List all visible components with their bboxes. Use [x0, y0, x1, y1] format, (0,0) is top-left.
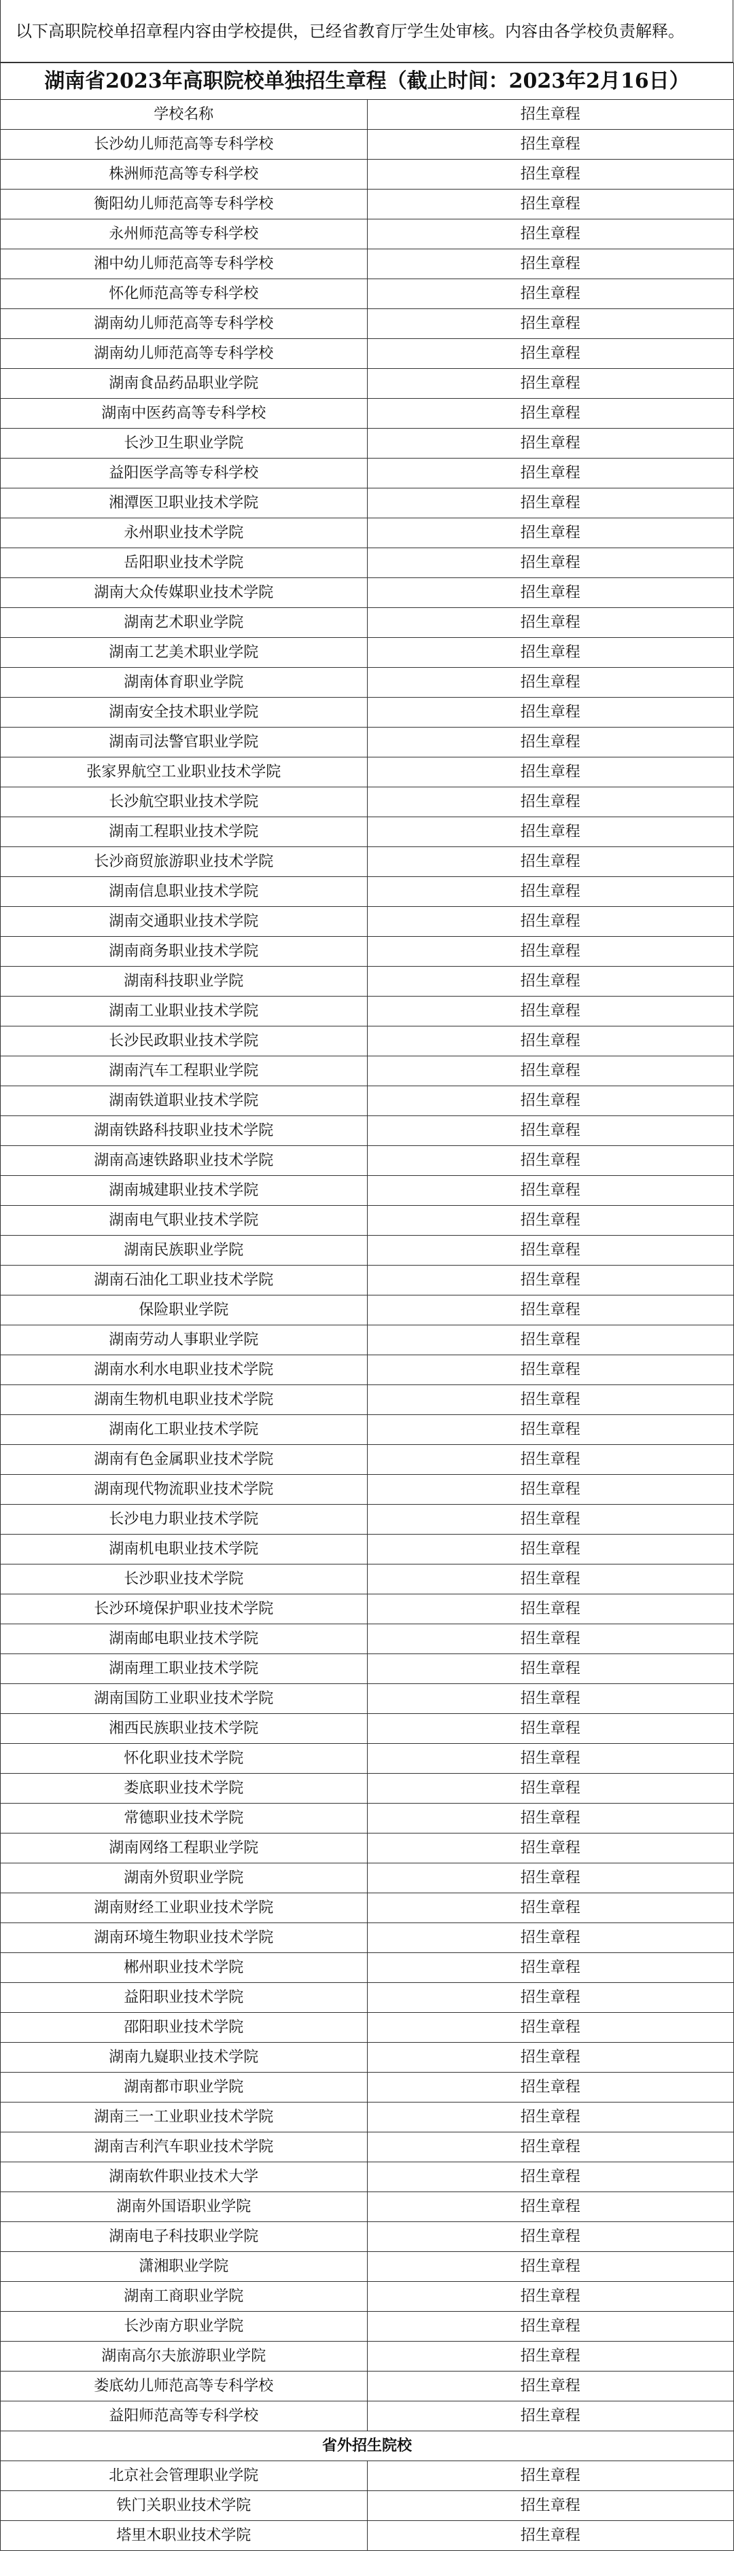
section-title: 省外招生院校: [1, 2431, 734, 2461]
table-row: [1, 967, 734, 997]
brochure-link[interactable]: 招生章程: [367, 488, 734, 518]
brochure-link[interactable]: 招生章程: [367, 578, 734, 608]
school-name: 长沙南方职业学院: [1, 2312, 368, 2342]
brochure-link[interactable]: 招生章程: [367, 997, 734, 1026]
brochure-link[interactable]: 招生章程: [367, 1266, 734, 1295]
brochure-link[interactable]: 招生章程: [367, 309, 734, 339]
table-row: [1, 2132, 734, 2162]
brochure-link[interactable]: 招生章程: [367, 817, 734, 847]
school-name: 益阳职业技术学院: [1, 1983, 368, 2013]
school-name: 湖南外国语职业学院: [1, 2192, 368, 2222]
school-name: 湖南中医药高等专科学校: [1, 399, 368, 429]
table-row: [1, 1535, 734, 1564]
table-row: [1, 728, 734, 757]
brochure-link[interactable]: 招生章程: [367, 1176, 734, 1206]
table-row: [1, 2312, 734, 2342]
school-name: 湖南三一工业职业技术学院: [1, 2103, 368, 2132]
brochure-link[interactable]: 招生章程: [367, 518, 734, 548]
school-name: 湖南吉利汽车职业技术学院: [1, 2132, 368, 2162]
brochure-link[interactable]: 招生章程: [367, 1086, 734, 1116]
school-name: 湖南安全技术职业学院: [1, 698, 368, 728]
school-name: 长沙卫生职业学院: [1, 429, 368, 459]
brochure-link[interactable]: 招生章程: [367, 847, 734, 877]
table-row: [1, 2342, 734, 2372]
table-row: [1, 1295, 734, 1325]
table-row: [1, 2252, 734, 2282]
school-name: 常德职业技术学院: [1, 1804, 368, 1833]
table-row: [1, 1176, 734, 1206]
brochure-link[interactable]: 招生章程: [367, 1684, 734, 1714]
table-row: [1, 2222, 734, 2252]
school-name: 湖南软件职业技术大学: [1, 2162, 368, 2192]
brochure-link[interactable]: 招生章程: [367, 1714, 734, 1744]
school-name: 湘潭医卫职业技术学院: [1, 488, 368, 518]
brochure-link[interactable]: 招生章程: [367, 1445, 734, 1475]
brochure-link[interactable]: 招生章程: [367, 787, 734, 817]
school-name: 长沙环境保护职业技术学院: [1, 1594, 368, 1624]
school-name: 湖南工商职业学院: [1, 2282, 368, 2312]
school-name: 湖南交通职业技术学院: [1, 907, 368, 937]
brochure-link[interactable]: 招生章程: [367, 757, 734, 787]
section-row: [1, 2431, 734, 2461]
table-row: [1, 1953, 734, 1983]
table-row: [1, 1564, 734, 1594]
table-row: [1, 1146, 734, 1176]
table-row: [1, 1983, 734, 2013]
brochure-link[interactable]: 招生章程: [367, 1953, 734, 1983]
table-row: [1, 339, 734, 369]
school-name: 怀化师范高等专科学校: [1, 279, 368, 309]
brochure-link[interactable]: 招生章程: [367, 1564, 734, 1594]
brochure-link[interactable]: 招生章程: [367, 279, 734, 309]
table-row: [1, 1624, 734, 1654]
brochure-link[interactable]: 招生章程: [367, 2312, 734, 2342]
school-name: 株洲师范高等专科学校: [1, 160, 368, 190]
brochure-link[interactable]: 招生章程: [367, 190, 734, 219]
brochure-link[interactable]: 招生章程: [367, 369, 734, 399]
brochure-link[interactable]: 招生章程: [367, 2282, 734, 2312]
brochure-link[interactable]: 招生章程: [367, 1146, 734, 1176]
brochure-link[interactable]: 招生章程: [367, 1624, 734, 1654]
brochure-link[interactable]: 招生章程: [367, 1415, 734, 1445]
table-row: [1, 160, 734, 190]
brochure-link[interactable]: 招生章程: [367, 668, 734, 698]
school-name: 益阳医学高等专科学校: [1, 459, 368, 488]
school-name: 湖南财经工业职业技术学院: [1, 1893, 368, 1923]
school-name: 湖南劳动人事职业学院: [1, 1325, 368, 1355]
brochure-link[interactable]: 招生章程: [367, 1325, 734, 1355]
school-name: 湖南化工职业技术学院: [1, 1415, 368, 1445]
school-name: 保险职业学院: [1, 1295, 368, 1325]
table-row: [1, 130, 734, 160]
school-name: 湖南外贸职业学院: [1, 1863, 368, 1893]
brochure-link[interactable]: 招生章程: [367, 2222, 734, 2252]
table-row: [1, 2491, 734, 2521]
school-name: 湖南大众传媒职业技术学院: [1, 578, 368, 608]
school-name: 湘中幼儿师范高等专科学校: [1, 249, 368, 279]
school-name: 衡阳幼儿师范高等专科学校: [1, 190, 368, 219]
table-row: [1, 578, 734, 608]
brochure-link[interactable]: 招生章程: [367, 1026, 734, 1056]
school-name: 永州职业技术学院: [1, 518, 368, 548]
table-row: [1, 279, 734, 309]
table-row: [1, 399, 734, 429]
table-row: [1, 608, 734, 638]
table-row: [1, 1505, 734, 1535]
table-row: [1, 2372, 734, 2401]
table-title: 湖南省2023年高职院校单独招生章程（截止时间：2023年2月16日）: [1, 63, 734, 100]
table-row: [1, 698, 734, 728]
table-row: [1, 459, 734, 488]
school-name: 湖南高速铁路职业技术学院: [1, 1146, 368, 1176]
school-name: 湖南汽车工程职业学院: [1, 1056, 368, 1086]
school-name: 邵阳职业技术学院: [1, 2013, 368, 2043]
table-row: [1, 1086, 734, 1116]
school-name: 湖南幼儿师范高等专科学校: [1, 309, 368, 339]
school-name: 潇湘职业学院: [1, 2252, 368, 2282]
school-name: 湖南生物机电职业技术学院: [1, 1385, 368, 1415]
brochure-link[interactable]: 招生章程: [367, 219, 734, 249]
table-row: [1, 817, 734, 847]
brochure-link[interactable]: 招生章程: [367, 459, 734, 488]
table-row: [1, 1325, 734, 1355]
brochure-link[interactable]: 招生章程: [367, 1535, 734, 1564]
brochure-link[interactable]: 招生章程: [367, 907, 734, 937]
school-name: 湖南都市职业学院: [1, 2073, 368, 2103]
table-row: [1, 1475, 734, 1505]
brochure-link[interactable]: 招生章程: [367, 2401, 734, 2431]
school-name: 湖南幼儿师范高等专科学校: [1, 339, 368, 369]
table-row: [1, 1714, 734, 1744]
school-name: 湖南理工职业技术学院: [1, 1654, 368, 1684]
brochure-link[interactable]: 招生章程: [367, 1983, 734, 2013]
table-row: [1, 1774, 734, 1804]
school-name: 铁门关职业技术学院: [1, 2491, 368, 2521]
brochure-link[interactable]: 招生章程: [367, 2372, 734, 2401]
table-row: [1, 668, 734, 698]
brochure-link[interactable]: 招生章程: [367, 2252, 734, 2282]
table-row: [1, 787, 734, 817]
brochure-link[interactable]: 招生章程: [367, 877, 734, 907]
table-header-row: [1, 100, 734, 130]
school-name: 湖南电子科技职业学院: [1, 2222, 368, 2252]
table-title-row: [1, 63, 734, 100]
brochure-link[interactable]: 招生章程: [367, 548, 734, 578]
table-row: [1, 1654, 734, 1684]
school-name: 湖南石油化工职业技术学院: [1, 1266, 368, 1295]
brochure-link[interactable]: 招生章程: [367, 1923, 734, 1953]
table-row: [1, 429, 734, 459]
school-name: 岳阳职业技术学院: [1, 548, 368, 578]
brochure-link[interactable]: 招生章程: [367, 2162, 734, 2192]
table-row: [1, 219, 734, 249]
brochure-link[interactable]: 招生章程: [367, 2521, 734, 2551]
school-name: 永州师范高等专科学校: [1, 219, 368, 249]
brochure-link[interactable]: 招生章程: [367, 1893, 734, 1923]
table-row: [1, 757, 734, 787]
school-name: 北京社会管理职业学院: [1, 2461, 368, 2491]
school-name: 湖南工程职业技术学院: [1, 817, 368, 847]
brochure-link[interactable]: 招生章程: [367, 1385, 734, 1415]
table-row: [1, 997, 734, 1026]
brochure-link[interactable]: 招生章程: [367, 1295, 734, 1325]
brochure-link[interactable]: 招生章程: [367, 2461, 734, 2491]
school-name: 湖南国防工业职业技术学院: [1, 1684, 368, 1714]
school-name: 湖南高尔夫旅游职业学院: [1, 2342, 368, 2372]
brochure-link[interactable]: 招生章程: [367, 399, 734, 429]
table-row: [1, 1923, 734, 1953]
school-name: 湖南体育职业学院: [1, 668, 368, 698]
school-name: 张家界航空工业职业技术学院: [1, 757, 368, 787]
brochure-link[interactable]: 招生章程: [367, 1505, 734, 1535]
school-name: 湖南现代物流职业技术学院: [1, 1475, 368, 1505]
brochure-link[interactable]: 招生章程: [367, 728, 734, 757]
brochure-link[interactable]: 招生章程: [367, 1594, 734, 1624]
brochure-link[interactable]: 招生章程: [367, 2043, 734, 2073]
school-name: 湖南铁路科技职业技术学院: [1, 1116, 368, 1146]
brochure-link[interactable]: 招生章程: [367, 1056, 734, 1086]
table-row: [1, 1385, 734, 1415]
brochure-link[interactable]: 招生章程: [367, 2342, 734, 2372]
school-name: 湖南环境生物职业技术学院: [1, 1923, 368, 1953]
brochure-link[interactable]: 招生章程: [367, 1863, 734, 1893]
school-name: 湖南工业职业技术学院: [1, 997, 368, 1026]
school-name: 湖南邮电职业技术学院: [1, 1624, 368, 1654]
table-row: [1, 1744, 734, 1774]
table-row: [1, 2461, 734, 2491]
brochure-link[interactable]: 招生章程: [367, 2192, 734, 2222]
brochure-link[interactable]: 招生章程: [367, 1116, 734, 1146]
school-name: 湖南水利水电职业技术学院: [1, 1355, 368, 1385]
brochure-link[interactable]: 招生章程: [367, 1475, 734, 1505]
table-row: [1, 1206, 734, 1236]
school-name: 怀化职业技术学院: [1, 1744, 368, 1774]
school-name: 长沙民政职业技术学院: [1, 1026, 368, 1056]
table-row: [1, 638, 734, 668]
school-name: 湖南科技职业学院: [1, 967, 368, 997]
table-row: [1, 1594, 734, 1624]
table-row: [1, 1833, 734, 1863]
table-row: [1, 907, 734, 937]
brochure-link[interactable]: 招生章程: [367, 1833, 734, 1863]
table-row: [1, 518, 734, 548]
school-name: 湖南食品药品职业学院: [1, 369, 368, 399]
brochure-link[interactable]: 招生章程: [367, 1206, 734, 1236]
table-row: [1, 249, 734, 279]
table-row: [1, 2073, 734, 2103]
school-name: 湖南艺术职业学院: [1, 608, 368, 638]
school-name: 郴州职业技术学院: [1, 1953, 368, 1983]
school-name: 塔里木职业技术学院: [1, 2521, 368, 2551]
school-name: 湖南信息职业技术学院: [1, 877, 368, 907]
table-row: [1, 2282, 734, 2312]
school-name: 湖南有色金属职业技术学院: [1, 1445, 368, 1475]
table-row: [1, 1415, 734, 1445]
table-row: [1, 1804, 734, 1833]
table-row: [1, 1863, 734, 1893]
table-row: [1, 1056, 734, 1086]
table-row: [1, 2013, 734, 2043]
school-name: 长沙电力职业技术学院: [1, 1505, 368, 1535]
table-row: [1, 1116, 734, 1146]
brochure-link[interactable]: 招生章程: [367, 2073, 734, 2103]
header-school-name: 学校名称: [1, 100, 368, 130]
brochure-link[interactable]: 招生章程: [367, 608, 734, 638]
school-name: 湖南商务职业技术学院: [1, 937, 368, 967]
brochure-link[interactable]: 招生章程: [367, 1774, 734, 1804]
table-row: [1, 1355, 734, 1385]
brochure-link[interactable]: 招生章程: [367, 1744, 734, 1774]
brochure-link[interactable]: 招生章程: [367, 249, 734, 279]
table-row: [1, 488, 734, 518]
brochure-link[interactable]: 招生章程: [367, 1654, 734, 1684]
school-name: 长沙航空职业技术学院: [1, 787, 368, 817]
school-name: 湖南铁道职业技术学院: [1, 1086, 368, 1116]
brochure-link[interactable]: 招生章程: [367, 339, 734, 369]
table-row: [1, 847, 734, 877]
notice-text: 以下高职院校单招章程内容由学校提供，已经省教育厅学生处审核。内容由各学校负责解释。: [0, 0, 733, 62]
brochure-link[interactable]: 招生章程: [367, 2103, 734, 2132]
brochure-link[interactable]: 招生章程: [367, 2013, 734, 2043]
brochure-link[interactable]: 招生章程: [367, 1236, 734, 1266]
school-name: 湖南民族职业学院: [1, 1236, 368, 1266]
table-row: [1, 190, 734, 219]
school-name: 长沙商贸旅游职业技术学院: [1, 847, 368, 877]
brochure-link[interactable]: 招生章程: [367, 698, 734, 728]
table-row: [1, 2401, 734, 2431]
school-name: 湖南九嶷职业技术学院: [1, 2043, 368, 2073]
brochure-link[interactable]: 招生章程: [367, 2491, 734, 2521]
school-name: 湖南城建职业技术学院: [1, 1176, 368, 1206]
brochure-link[interactable]: 招生章程: [367, 429, 734, 459]
table-row: [1, 2043, 734, 2073]
brochure-link[interactable]: 招生章程: [367, 1355, 734, 1385]
table-row: [1, 2521, 734, 2551]
school-name: 益阳师范高等专科学校: [1, 2401, 368, 2431]
table-row: [1, 2162, 734, 2192]
table-row: [1, 1893, 734, 1923]
table-row: [1, 369, 734, 399]
brochure-link[interactable]: 招生章程: [367, 638, 734, 668]
table-row: [1, 877, 734, 907]
table-row: [1, 1266, 734, 1295]
school-name: 娄底幼儿师范高等专科学校: [1, 2372, 368, 2401]
brochure-link[interactable]: 招生章程: [367, 160, 734, 190]
school-name: 娄底职业技术学院: [1, 1774, 368, 1804]
brochure-link[interactable]: 招生章程: [367, 1804, 734, 1833]
table-row: [1, 937, 734, 967]
school-name: 湘西民族职业技术学院: [1, 1714, 368, 1744]
header-brochure: 招生章程: [367, 100, 734, 130]
school-name: 湖南机电职业技术学院: [1, 1535, 368, 1564]
brochure-link[interactable]: 招生章程: [367, 130, 734, 160]
school-name: 湖南网络工程职业学院: [1, 1833, 368, 1863]
admission-table: [0, 62, 734, 2551]
brochure-link[interactable]: 招生章程: [367, 967, 734, 997]
table-row: [1, 2103, 734, 2132]
table-row: [1, 548, 734, 578]
table-row: [1, 1236, 734, 1266]
table-row: [1, 1026, 734, 1056]
table-row: [1, 2192, 734, 2222]
table-row: [1, 309, 734, 339]
brochure-link[interactable]: 招生章程: [367, 937, 734, 967]
school-name: 长沙职业技术学院: [1, 1564, 368, 1594]
brochure-link[interactable]: 招生章程: [367, 2132, 734, 2162]
table-row: [1, 1684, 734, 1714]
school-name: 湖南电气职业技术学院: [1, 1206, 368, 1236]
school-name: 湖南工艺美术职业学院: [1, 638, 368, 668]
school-name: 长沙幼儿师范高等专科学校: [1, 130, 368, 160]
table-row: [1, 1445, 734, 1475]
school-name: 湖南司法警官职业学院: [1, 728, 368, 757]
